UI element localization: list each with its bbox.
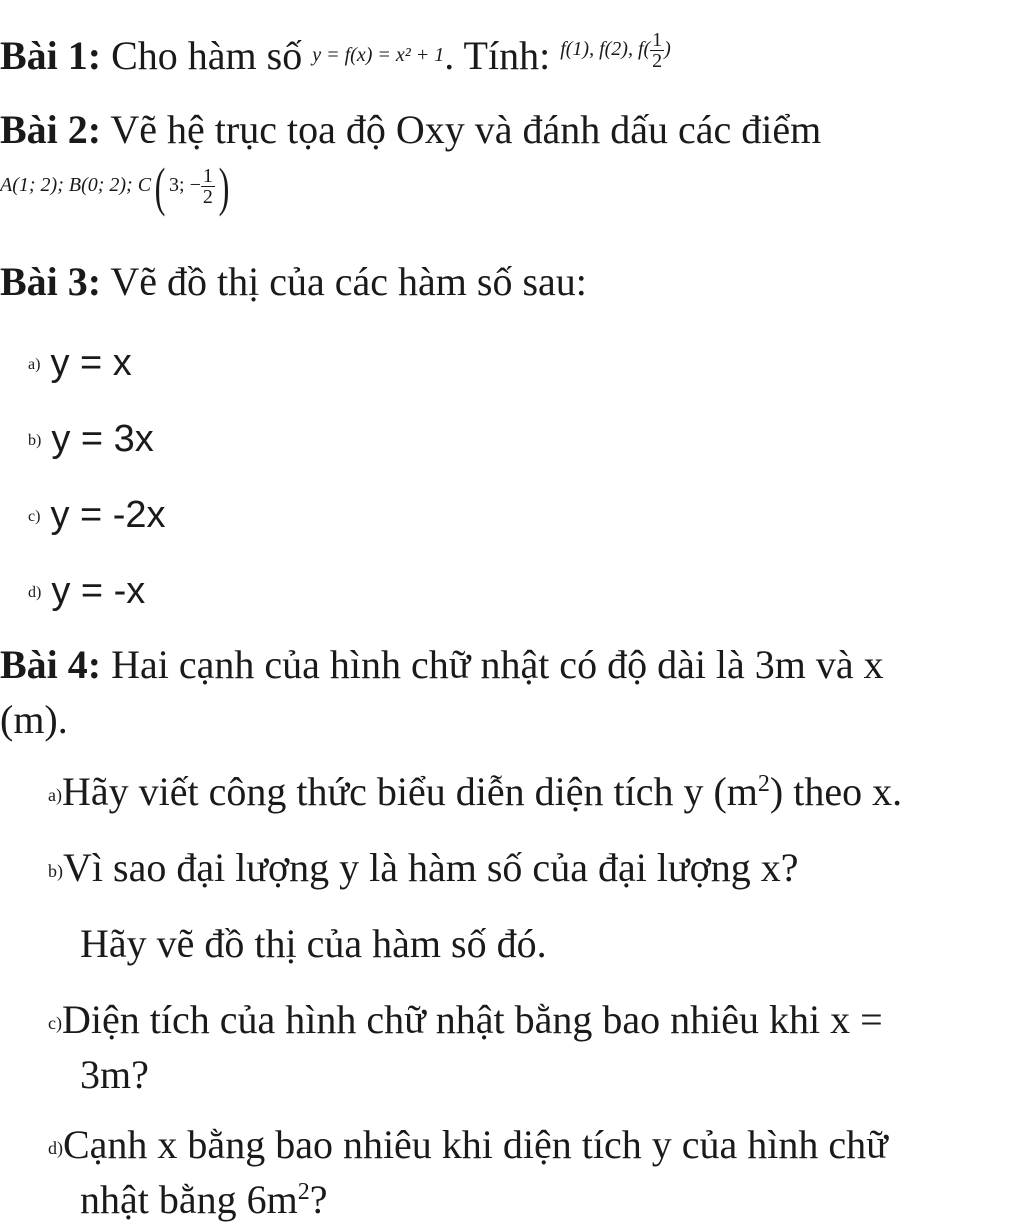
bai2-text: Vẽ hệ trục tọa độ Oxy và đánh dấu các điểm	[101, 107, 822, 152]
bai1-frac-den: 2	[652, 50, 663, 72]
bai1-line	[0, 29, 671, 79]
bai2-frac-den: 2	[202, 185, 213, 208]
bai3-item-a-formula: y = x	[50, 342, 132, 384]
bai1-values-text: f(1), f(2), f(	[560, 38, 651, 61]
bai3-line	[0, 259, 587, 304]
bai4-item-b-cont	[80, 921, 547, 966]
bai4-line	[0, 642, 884, 687]
bai3-item-c-marker: c)	[28, 508, 41, 525]
bai4-item-d-marker: d)	[48, 1138, 63, 1158]
bai4-item-b-marker: b)	[48, 861, 63, 881]
bai4-text1: Hai cạnh của hình chữ nhật có độ dài là 3m và x	[101, 642, 884, 687]
bai4-item-c	[48, 997, 883, 1042]
bai3-item-a-marker: a)	[28, 356, 41, 373]
bai3-label: Bài 3:	[0, 259, 102, 304]
bai3-text: Vẽ đồ thị của các hàm số sau:	[101, 259, 587, 304]
bai4-item-b	[48, 845, 799, 890]
bai4-item-d-cont-text: nhật bằng 6m	[80, 1177, 298, 1222]
bai4-item-a	[48, 769, 903, 814]
bai2-point-c-inner: 3; −	[169, 174, 201, 196]
bai4-item-c-cont	[80, 1052, 149, 1097]
bai4-label: Bài 4:	[0, 642, 102, 687]
bai2-frac-num: 1	[202, 164, 213, 187]
bai4-item-c-text: Diện tích của hình chữ nhật bằng bao nhiêu khi x =	[61, 997, 883, 1042]
bai2-label: Bài 2:	[0, 107, 102, 152]
bai1-label: Bài 1:	[0, 33, 102, 79]
bai4-item-d-text: Cạnh x bằng bao nhiêu khi diện tích y của hình chữ	[63, 1122, 888, 1167]
bai3-item-c	[28, 494, 166, 534]
bai3-item-b	[28, 418, 154, 458]
bai1-text: Cho hàm số	[101, 33, 313, 79]
bai4-item-d	[48, 1122, 888, 1167]
bai3-item-d	[28, 570, 145, 610]
bai4-item-a-after: ) theo x.	[769, 769, 903, 814]
bai2-line	[0, 107, 822, 152]
bai4-item-d-cont	[80, 1177, 328, 1222]
bai2-fraction	[201, 166, 215, 207]
bai4-line-2	[0, 697, 68, 742]
bai3-item-d-formula: y = -x	[51, 570, 146, 612]
bai4-item-a-text: Hãy viết công thức biểu diễn diện tích y (m	[61, 769, 758, 814]
bai2-points-line	[0, 157, 233, 217]
bai3-item-b-formula: y = 3x	[51, 418, 154, 460]
bai4-item-b-cont-text: Hãy vẽ đồ thị của hàm số đó.	[80, 921, 547, 966]
bai1-formula: y = f(x) = x² + 1	[312, 44, 445, 67]
bai3-item-b-marker: b)	[28, 432, 42, 449]
bai2-paren-open: (	[154, 157, 166, 217]
bai1-fraction	[650, 30, 664, 71]
bai4-item-c-marker: c)	[48, 1013, 62, 1033]
bai2-paren-close: )	[218, 157, 230, 217]
bai1-values-end: )	[664, 38, 671, 61]
bai3-item-d-marker: d)	[28, 584, 42, 601]
bai4-item-c-cont-text: 3m?	[80, 1052, 149, 1097]
bai3-item-c-formula: y = -2x	[50, 494, 166, 536]
bai1-text2: . Tính:	[444, 33, 561, 79]
bai1-frac-num: 1	[652, 29, 663, 51]
bai2-points: A(1; 2); B(0; 2); C	[0, 174, 152, 196]
bai4-item-a-marker: a)	[48, 785, 62, 805]
bai4-text2: (m).	[0, 697, 68, 742]
bai4-item-d-after: ?	[309, 1177, 328, 1222]
bai4-item-d-sup: 2	[297, 1179, 310, 1205]
bai4-item-a-sup: 2	[757, 771, 770, 797]
bai3-item-a	[28, 342, 132, 382]
bai4-item-b-text: Vì sao đại lượng y là hàm số của đại lượng x?	[63, 845, 799, 890]
bai1-values	[560, 29, 671, 72]
